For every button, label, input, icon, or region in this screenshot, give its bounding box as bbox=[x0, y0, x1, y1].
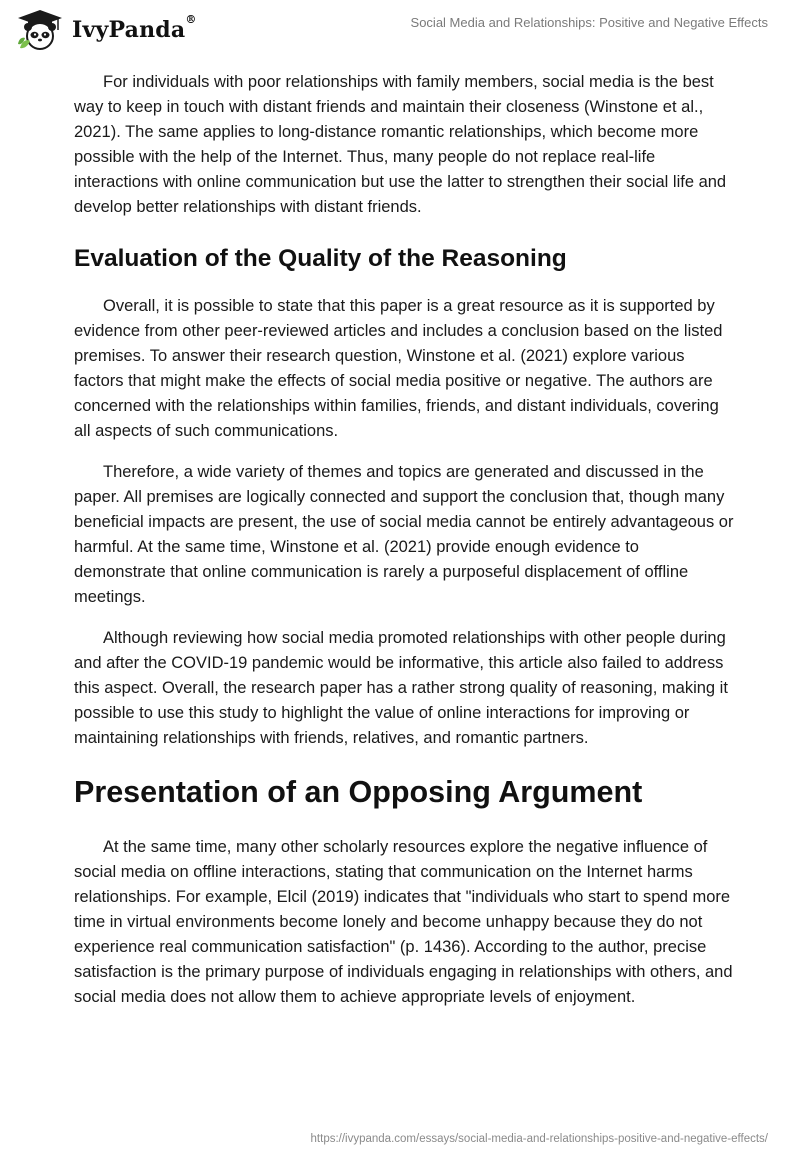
paragraph: Although reviewing how social media promoted relationships with other people during and after the COVID-19 pandemic would be informative, this article also failed to address this aspect. Overall, the research paper has a rather strong quality of reasoning, making it possible to use this study to highlight the value of online interactions for improving or maintaining relationships with friends, relatives, and romantic partners. bbox=[74, 629, 728, 747]
paragraph: For individuals with poor relationships with family members, social media is the best way to keep in touch with distant friends and maintain their closeness (Winstone et al., 2021). The same applies to long-distance romantic relationships, which become more possible with the help of the Internet. Thus, many people do not replace real-life interactions with online communication but use the latter to strengthen their social life and develop better relationships with distant friends. bbox=[74, 73, 727, 216]
paragraph: Therefore, a wide variety of themes and topics are generated and discussed in the paper. All premises are logically connected and support the conclusion that, though many beneficial impacts are present, the use of social media cannot be entirely advantageous or harmful. At the same time, Winstone et al. (2021) provide enough evidence to demonstrate that online communication is rarely a purposeful displacement of offline meetings. bbox=[74, 463, 734, 606]
ivypanda-logo[interactable] bbox=[14, 8, 197, 52]
essay-content bbox=[74, 70, 734, 1026]
paragraph: At the same time, many other scholarly resources explore the negative influence of social media on offline interactions, stating that communication on the Internet harms relationships. For example, Elcil (2019) indicates that "individuals who start to spend more time in virtual environments become lonely and become unhappy because they do not experience real communication satisfaction" (p. 1436). According to the author, precise satisfaction is the primary purpose of individuals engaging in relationships with others, and social media does not allow them to achieve appropriate levels of enjoyment. bbox=[74, 838, 733, 1006]
panda-graduate-icon bbox=[14, 8, 66, 52]
page-header bbox=[0, 0, 800, 60]
source-url[interactable]: https://ivypanda.com/essays/social-media-and-relationships-positive-and-negative-effects/ bbox=[310, 1133, 768, 1145]
section-heading-opposing-argument: Presentation of an Opposing Argument bbox=[74, 775, 643, 809]
section-heading-evaluation: Evaluation of the Quality of the Reasoning bbox=[74, 245, 567, 272]
document-title: Social Media and Relationships: Positive and Negative Effects bbox=[410, 15, 768, 30]
paragraph: Overall, it is possible to state that this paper is a great resource as it is supported by evidence from other peer-reviewed articles and includes a conclusion based on the listed premises. To answer their research question, Winstone et al. (2021) explore various factors that might make the effects of social media positive or negative. The authors are concerned with the relationships within families, friends, and distant individuals, covering all aspects of such communications. bbox=[74, 297, 723, 440]
logo-wordmark: IvyPanda® bbox=[72, 13, 197, 43]
